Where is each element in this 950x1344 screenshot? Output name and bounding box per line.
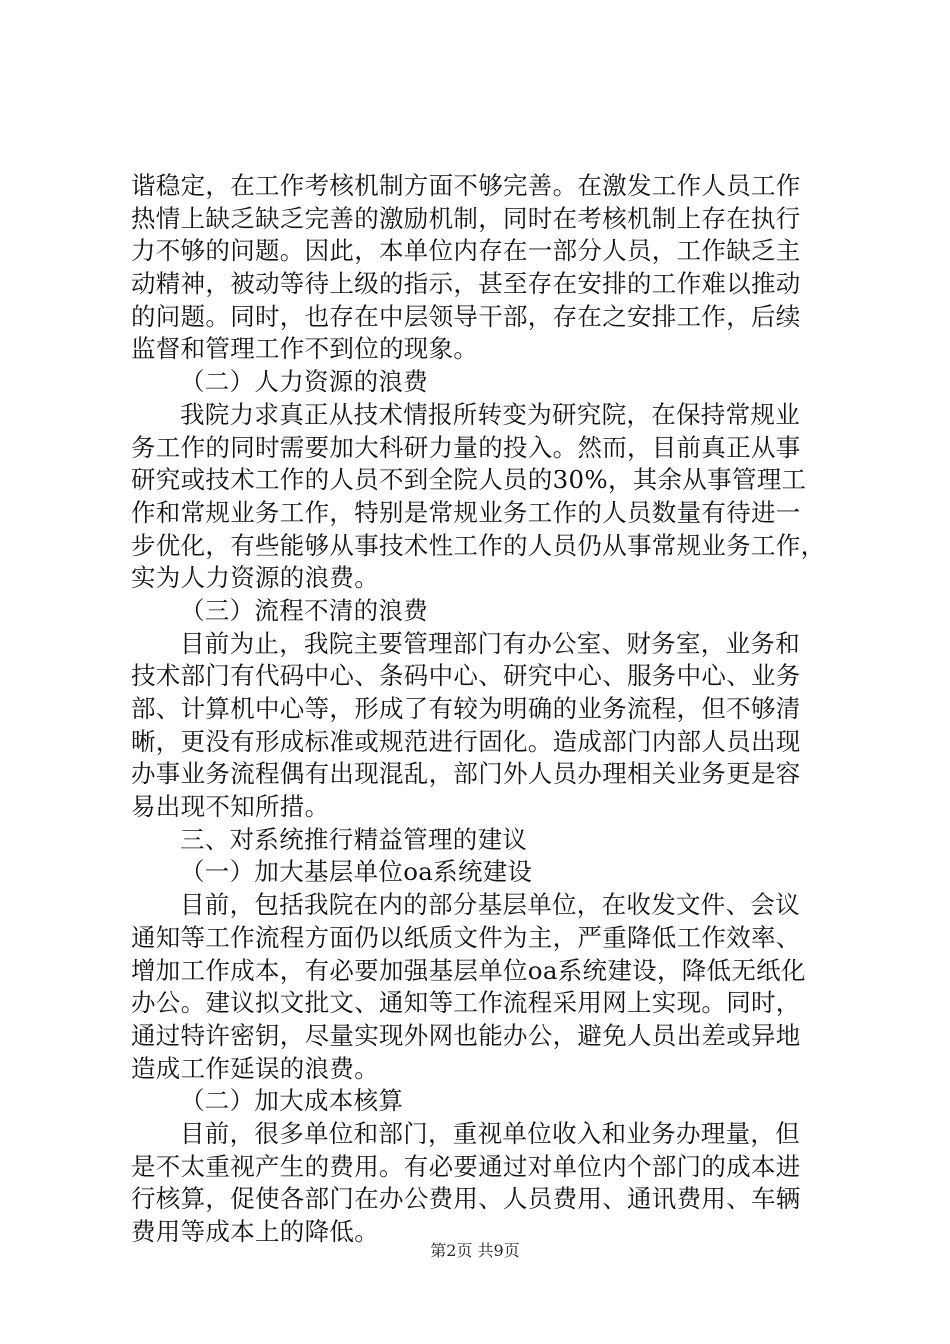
text-line: 目前为止，我院主要管理部门有办公室、财务室，业务和 [180,628,800,658]
text-line: 我院力求真正从技术情报所转变为研究院，在保持常规业 [180,399,800,429]
text-line: 监督和管理工作不到位的现象。 [131,334,479,364]
text-line: 办公。建议拟文批文、通知等工作流程采用网上实现。同时， [131,988,801,1018]
text-line: 作和常规业务工作，特别是常规业务工作的人员数量有待进一 [131,497,801,527]
document-body [131,170,831,1249]
text-line: 步优化，有些能够从事技术性工作的人员仍从事常规业务工作， [131,530,826,560]
text-line: 研究或技术工作的人员不到全院人员的30%，其余从事管理工 [131,465,807,495]
text-line: 是不太重视产生的费用。有必要通过对单位内个部门的成本进 [131,1151,801,1181]
text-line: 的问题。同时，也存在中层领导干部，存在之安排工作，后续 [131,301,801,331]
text-line: 目前，很多单位和部门，重视单位收入和业务办理量，但 [180,1118,800,1148]
text-line: 实为人力资源的浪费。 [131,563,379,593]
text-line: 通过特许密钥，尽量实现外网也能办公，避免人员出差或异地 [131,1020,801,1050]
text-line: （一）加大基层单位oa系统建设 [180,857,533,887]
text-line: 造成工作延误的浪费。 [131,1053,379,1083]
text-line: （二）加大成本核算 [180,1086,404,1116]
page-number-footer: 第2页 共9页 [430,1241,520,1260]
text-line: 动精神，被动等待上级的指示，甚至存在安排的工作难以推动 [131,269,801,299]
text-line: 务工作的同时需要加大科研力量的投入。然而，目前真正从事 [131,432,801,462]
text-line: 易出现不知所措。 [131,792,330,822]
text-line: 增加工作成本，有必要加强基层单位oa系统建设，降低无纸化 [131,955,806,985]
text-line: 技术部门有代码中心、条码中心、研究中心、服务中心、业务 [131,661,801,691]
text-line: 目前，包括我院在内的部分基层单位，在收发文件、会议 [180,890,800,920]
text-line: 力不够的问题。因此，本单位内存在一部分人员，工作缺乏主 [131,236,801,266]
text-line: 费用等成本上的降低。 [131,1217,379,1246]
text-line: 通知等工作流程方面仍以纸质文件为主，严重降低工作效率、 [131,922,801,952]
text-line: 行核算，促使各部门在办公费用、人员费用、通讯费用、车辆 [131,1184,801,1214]
text-line: 晰，更没有形成标准或规范进行固化。造成部门内部人员出现 [131,726,801,756]
text-line: 部、计算机中心等，形成了有较为明确的业务流程，但不够清 [131,694,801,723]
text-line: 三、对系统推行精益管理的建议 [180,824,528,854]
text-line: （二）人力资源的浪费 [180,367,428,397]
text-line: （三）流程不清的浪费 [180,595,428,625]
text-line: 办事业务流程偶有出现混乱，部门外人员办理相关业务更是容 [131,759,801,789]
text-line: 热情上缺乏缺乏完善的激励机制，同时在考核机制上存在执行 [131,203,801,233]
text-line: 谐稳定，在工作考核机制方面不够完善。在激发工作人员工作 [131,171,801,200]
